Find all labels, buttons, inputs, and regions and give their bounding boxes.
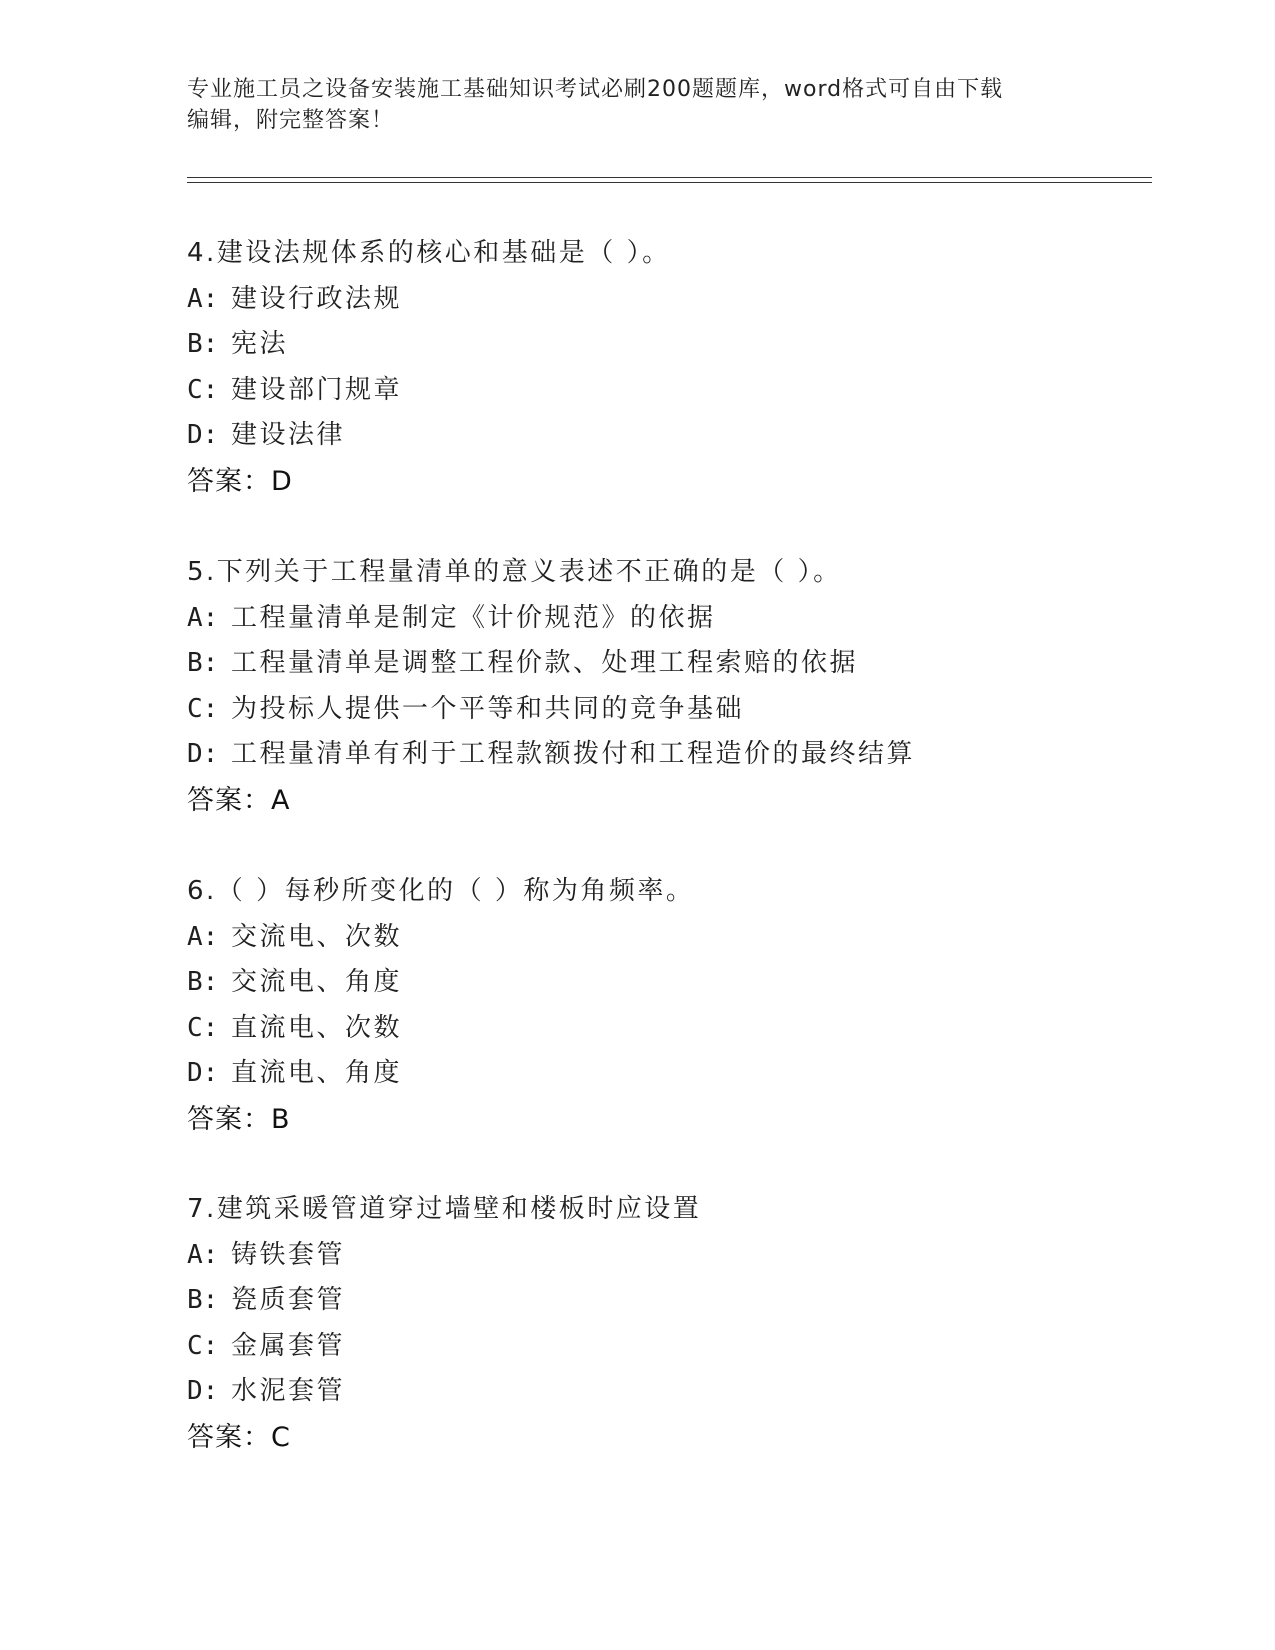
question-6 bbox=[187, 869, 1147, 1142]
option-a bbox=[187, 1233, 1147, 1279]
option-b bbox=[187, 641, 1147, 687]
option-letter: B: bbox=[187, 1285, 219, 1315]
option-a bbox=[187, 277, 1147, 323]
option-letter: A: bbox=[187, 1239, 219, 1270]
question-7 bbox=[187, 1187, 1147, 1460]
option-text: 金属套管 bbox=[231, 1330, 346, 1361]
header-divider-bottom bbox=[187, 182, 1152, 183]
option-letter: C: bbox=[187, 1330, 219, 1361]
option-d bbox=[187, 413, 1147, 459]
answer-line: 答案：B bbox=[187, 1103, 291, 1135]
header-divider-top bbox=[187, 177, 1152, 178]
option-text: 铸铁套管 bbox=[231, 1239, 346, 1270]
question-stem: 7.建筑采暖管道穿过墙壁和楼板时应设置 bbox=[187, 1194, 702, 1224]
question-4 bbox=[187, 231, 1147, 504]
option-text: 瓷质套管 bbox=[231, 1285, 346, 1315]
option-letter: B: bbox=[187, 967, 219, 997]
option-c bbox=[187, 1006, 1147, 1052]
option-text: 工程量清单有利于工程款额拨付和工程造价的最终结算 bbox=[231, 739, 916, 769]
option-letter: C: bbox=[187, 693, 219, 724]
option-text: 为投标人提供一个平等和共同的竞争基础 bbox=[231, 693, 745, 724]
question-stem: 6.（ ）每秒所变化的（ ）称为角频率。 bbox=[187, 876, 695, 906]
option-text: 水泥套管 bbox=[231, 1376, 346, 1406]
option-d bbox=[187, 1051, 1147, 1097]
option-letter: D: bbox=[187, 739, 219, 769]
option-b bbox=[187, 322, 1147, 368]
option-text: 交流电、角度 bbox=[231, 967, 403, 997]
option-text: 建设行政法规 bbox=[231, 283, 403, 314]
answer-line: 答案：C bbox=[187, 1421, 291, 1453]
question-5 bbox=[187, 550, 1147, 823]
option-d bbox=[187, 732, 1147, 778]
option-letter: D: bbox=[187, 1376, 219, 1406]
option-text: 工程量清单是调整工程价款、处理工程索赔的依据 bbox=[231, 648, 859, 678]
answer-line: 答案：A bbox=[187, 784, 291, 816]
option-d bbox=[187, 1369, 1147, 1415]
option-letter: C: bbox=[187, 374, 219, 405]
option-letter: A: bbox=[187, 602, 219, 633]
answer-line: 答案：D bbox=[187, 465, 293, 497]
question-stem: 5.下列关于工程量清单的意义表述不正确的是（ ）。 bbox=[187, 557, 842, 587]
option-c bbox=[187, 1324, 1147, 1370]
option-letter: C: bbox=[187, 1012, 219, 1043]
option-letter: D: bbox=[187, 1058, 219, 1088]
option-text: 工程量清单是制定《计价规范》的依据 bbox=[231, 602, 716, 633]
document-header bbox=[187, 74, 1087, 136]
header-line-2: 编辑，附完整答案！ bbox=[187, 108, 395, 133]
option-text: 建设部门规章 bbox=[231, 374, 403, 405]
option-letter: B: bbox=[187, 329, 219, 359]
option-c bbox=[187, 687, 1147, 733]
question-stem: 4.建设法规体系的核心和基础是（ ）。 bbox=[187, 238, 671, 268]
option-a bbox=[187, 915, 1147, 961]
option-text: 交流电、次数 bbox=[231, 921, 403, 952]
option-a bbox=[187, 596, 1147, 642]
option-b bbox=[187, 960, 1147, 1006]
option-letter: B: bbox=[187, 648, 219, 678]
option-text: 直流电、角度 bbox=[231, 1058, 403, 1088]
option-letter: D: bbox=[187, 420, 219, 450]
option-text: 直流电、次数 bbox=[231, 1012, 403, 1043]
option-b bbox=[187, 1278, 1147, 1324]
option-text: 宪法 bbox=[231, 329, 289, 359]
header-line-1: 专业施工员之设备安装施工基础知识考试必刷200题题库，word格式可自由下载 bbox=[187, 77, 1004, 102]
option-c bbox=[187, 368, 1147, 414]
option-letter: A: bbox=[187, 921, 219, 952]
option-letter: A: bbox=[187, 283, 219, 314]
option-text: 建设法律 bbox=[231, 420, 346, 450]
